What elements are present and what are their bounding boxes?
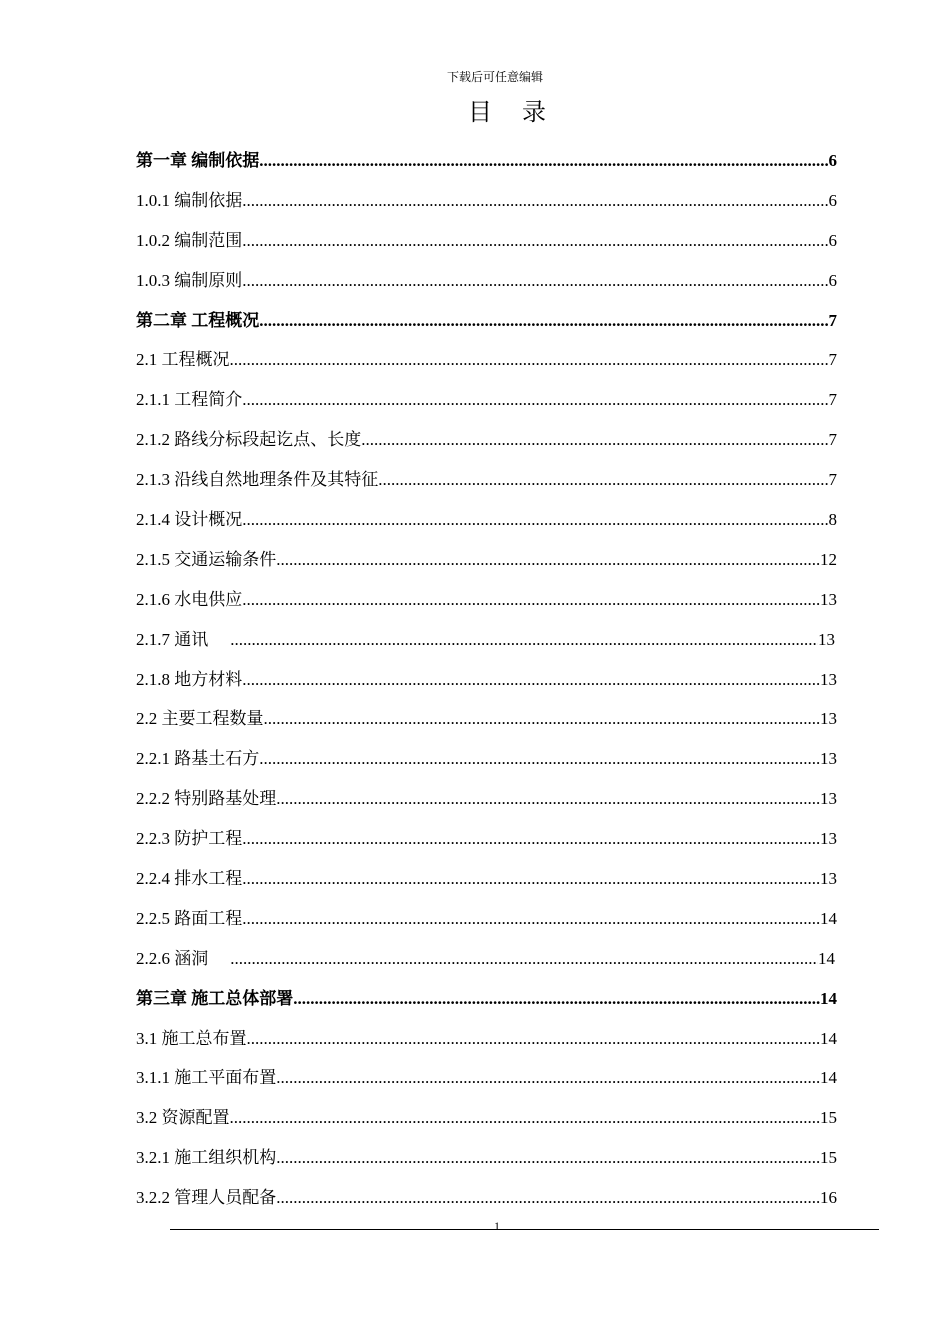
dot-leader [242, 909, 820, 929]
toc-entry-page: 7 [828, 390, 837, 410]
dot-leader [276, 1068, 820, 1088]
dot-leader [242, 271, 828, 291]
dot-leader [230, 949, 818, 969]
toc-entry-page: 13 [820, 709, 837, 729]
toc-entry-label: 3.1 施工总布置 [136, 1028, 247, 1048]
toc-entry-label: 2.2.5 路面工程 [136, 908, 243, 928]
toc-entry-page: 15 [820, 1148, 837, 1168]
toc-entry-label: 第二章 工程概况 [136, 310, 260, 330]
dot-leader [242, 869, 820, 889]
dot-leader [242, 829, 820, 849]
dot-leader [247, 1029, 821, 1049]
toc-entry-label: 2.2 主要工程数量 [136, 709, 264, 729]
toc-entry-label: 3.2.1 施工组织机构 [136, 1148, 277, 1168]
toc-entry-label: 2.1.4 设计概况 [136, 509, 243, 529]
toc-entry-page: 13 [820, 749, 837, 769]
toc-entry-label: 2.1 工程概况 [136, 350, 230, 370]
dot-leader [242, 390, 828, 410]
toc-entry-label: 1.0.1 编制依据 [136, 190, 243, 210]
toc-entry[interactable] [136, 1098, 837, 1138]
toc-entry[interactable] [136, 261, 837, 301]
dot-leader [242, 231, 828, 251]
toc-entry[interactable] [136, 460, 837, 500]
toc-entry[interactable] [136, 620, 837, 660]
toc-entry[interactable] [136, 739, 837, 779]
dot-leader [230, 350, 829, 370]
toc-entry[interactable] [136, 420, 837, 460]
toc-entry-page: 14 [820, 908, 837, 928]
toc-entry-label: 3.1.1 施工平面布置 [136, 1068, 277, 1088]
toc-entry-label: 2.1.5 交通运输条件 [136, 549, 277, 569]
toc-entry[interactable] [136, 1178, 837, 1218]
dot-leader [230, 630, 818, 650]
dot-leader [230, 1108, 821, 1128]
toc-entry-page: 7 [828, 470, 837, 490]
dot-leader [276, 550, 820, 570]
toc-entry-page: 14 [820, 988, 837, 1008]
dot-leader [264, 709, 821, 729]
toc-entry-page: 13 [820, 829, 837, 849]
toc-entry[interactable] [136, 779, 837, 819]
toc-entry-page: 13 [820, 868, 837, 888]
toc-entry[interactable] [136, 580, 837, 620]
toc-entry-page: 12 [820, 549, 837, 569]
toc-entry-label: 2.2.2 特别路基处理 [136, 789, 277, 809]
dot-leader [242, 191, 828, 211]
toc-entry[interactable] [136, 660, 837, 700]
toc-entry[interactable] [136, 340, 837, 380]
dot-leader [361, 430, 828, 450]
dot-leader [276, 1148, 820, 1168]
toc-entry-page: 14 [820, 1068, 837, 1088]
dot-leader [259, 311, 828, 331]
toc-entry-label: 3.2.2 管理人员配备 [136, 1188, 277, 1208]
toc-entry-label: 2.1.2 路线分标段起讫点、长度 [136, 430, 362, 450]
toc-entry-page: 6 [828, 190, 837, 210]
dot-leader [242, 670, 820, 690]
dot-leader [242, 590, 820, 610]
toc-entry[interactable] [136, 859, 837, 899]
toc-entry-page: 16 [820, 1188, 837, 1208]
dot-leader [276, 789, 820, 809]
toc-entry[interactable] [136, 141, 837, 181]
toc-entry-label: 第三章 施工总体部署 [136, 988, 294, 1008]
toc-entry-page: 14 [818, 948, 835, 968]
toc-entry-label: 2.1.8 地方材料 [136, 669, 243, 689]
toc-entry[interactable] [136, 1019, 837, 1059]
toc-entry-page: 6 [828, 270, 837, 290]
dot-leader [259, 749, 820, 769]
toc-entry[interactable] [136, 819, 837, 859]
toc-entry-label: 2.2.1 路基土石方 [136, 749, 260, 769]
toc-entry[interactable] [136, 181, 837, 221]
toc-entry-label: 3.2 资源配置 [136, 1108, 230, 1128]
toc-entry[interactable] [136, 500, 837, 540]
toc-entry[interactable] [136, 699, 837, 739]
toc-entry-page: 14 [820, 1028, 837, 1048]
toc-title: 目 录 [468, 100, 558, 126]
page-number: 1 [494, 1219, 500, 1233]
dot-leader [259, 151, 828, 171]
toc-entry-page: 13 [820, 589, 837, 609]
page-header: 下载后可任意编辑 [446, 70, 543, 84]
toc-entry[interactable] [136, 221, 837, 261]
toc-entry[interactable] [136, 899, 837, 939]
toc-entry-page: 13 [820, 789, 837, 809]
dot-leader [276, 1188, 820, 1208]
footer-divider [170, 1229, 879, 1230]
table-of-contents [136, 141, 837, 1218]
toc-entry-label: 2.1.1 工程简介 [136, 390, 243, 410]
dot-leader [242, 510, 828, 530]
toc-entry-page: 6 [828, 230, 837, 250]
toc-entry[interactable] [136, 540, 837, 580]
toc-entry-page: 13 [820, 669, 837, 689]
toc-entry-page: 13 [818, 629, 835, 649]
toc-entry-page: 6 [828, 150, 837, 170]
toc-entry-label: 2.1.6 水电供应 [136, 589, 243, 609]
toc-entry[interactable] [136, 1058, 837, 1098]
toc-entry[interactable] [136, 979, 837, 1019]
toc-entry-label: 第一章 编制依据 [136, 150, 260, 170]
toc-entry-label: 2.2.4 排水工程 [136, 868, 243, 888]
toc-entry-page: 7 [828, 310, 837, 330]
dot-leader [378, 470, 828, 490]
toc-entry[interactable] [136, 380, 837, 420]
toc-entry[interactable] [136, 1138, 837, 1178]
toc-entry-label: 1.0.3 编制原则 [136, 270, 243, 290]
dot-leader [293, 989, 820, 1009]
toc-entry-label: 2.1.3 沿线自然地理条件及其特征 [136, 470, 379, 490]
toc-entry-page: 7 [828, 350, 837, 370]
toc-entry-label: 2.1.7 通讯 [136, 629, 209, 649]
toc-entry-label: 1.0.2 编制范围 [136, 230, 243, 250]
toc-entry[interactable] [136, 939, 837, 979]
toc-entry-page: 8 [828, 509, 837, 529]
toc-entry-label: 2.2.6 涵洞 [136, 948, 209, 968]
toc-entry-page: 15 [820, 1108, 837, 1128]
toc-entry-page: 7 [828, 430, 837, 450]
toc-entry-label: 2.2.3 防护工程 [136, 829, 243, 849]
toc-entry[interactable] [136, 301, 837, 341]
